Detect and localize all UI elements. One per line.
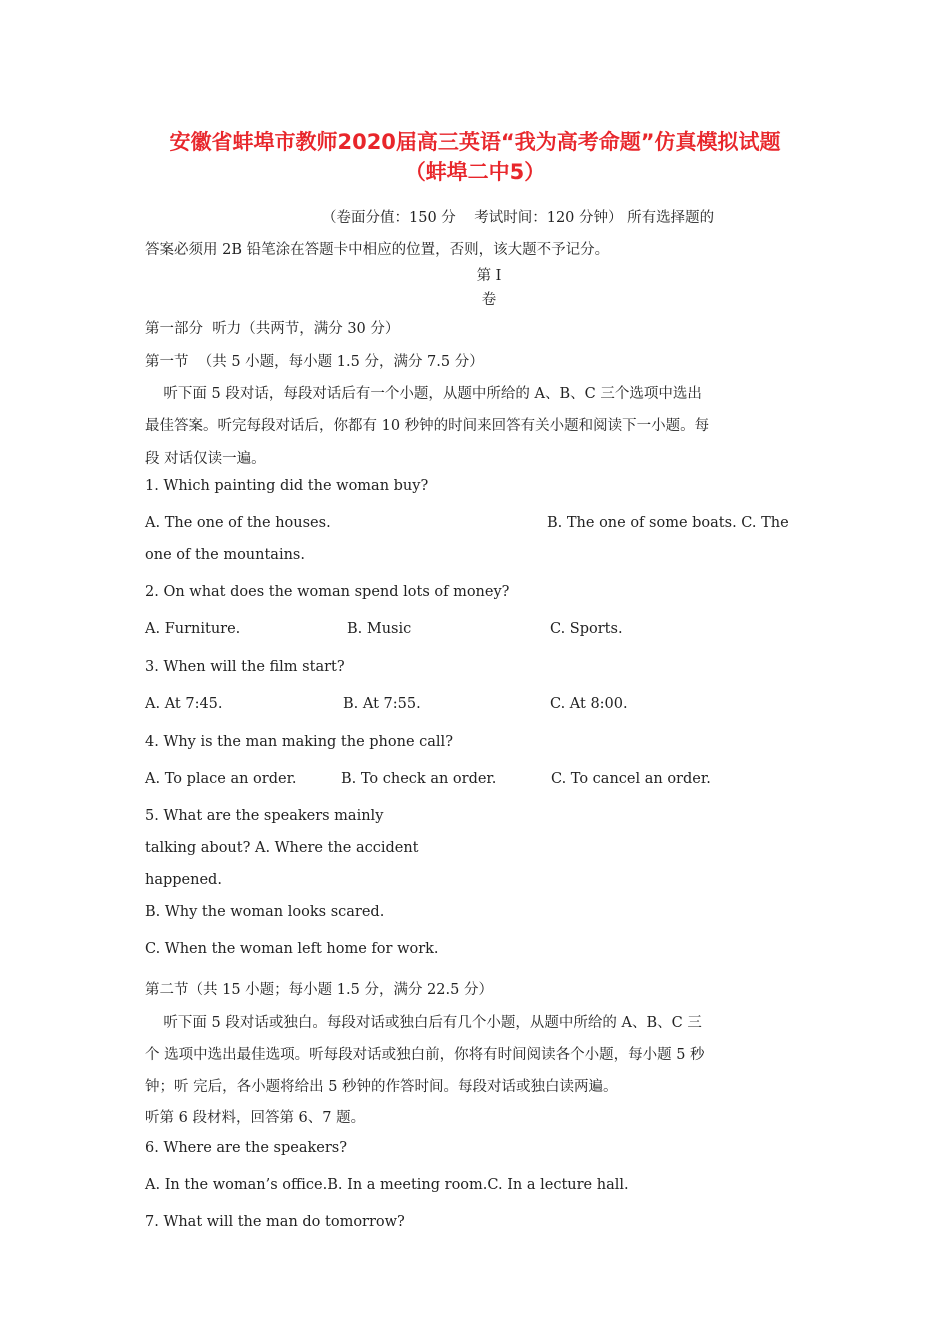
question-2-option-b: B. Music [347, 621, 412, 637]
question-7: 7. What will the man do tomorrow? [145, 1214, 405, 1230]
question-2-option-c: C. Sports. [550, 621, 623, 637]
material-6-heading: 听第 6 段材料，回答第 6、7 题。 [145, 1110, 366, 1126]
section1-instructions-line1: 听下面 5 段对话，每段对话后有一个小题，从题中所给的 A、B、C 三个选项中选出 [145, 386, 702, 402]
question-4-option-b: B. To check an order. [341, 771, 497, 787]
section1-instructions-line3: 段 对话仅读一遍。 [145, 451, 266, 467]
question-4: 4. Why is the man making the phone call? [145, 734, 453, 750]
volume-label-line1: 第 I [476, 268, 502, 284]
section1-instructions-line2: 最佳答案。听完每段对话后，你都有 10 秒钟的时间来回答有关小题和阅读下一小题。每 [145, 418, 710, 434]
part1-heading: 第一部分 听力（共两节，满分 30 分） [145, 321, 400, 337]
question-5-option-b: B. Why the woman looks scared. [145, 904, 385, 920]
section1-heading: 第一节 （共 5 小题，每小题 1.5 分，满分 7.5 分） [145, 354, 484, 370]
question-5-line3: happened. [145, 872, 222, 888]
question-4-option-a: A. To place an order. [145, 771, 297, 787]
question-1-option-c-cont: one of the mountains. [145, 547, 305, 563]
intro-line2: 答案必须用 2B 铅笔涂在答题卡中相应的位置，否则，该大题不予记分。 [145, 242, 610, 258]
exam-title-line1: 安徽省蚌埠市教师2020届高三英语“我为高考命题”仿真模拟试题 [169, 130, 781, 154]
question-1: 1. Which painting did the woman buy? [145, 478, 429, 494]
volume-label-line2: 卷 [481, 292, 497, 308]
question-2: 2. On what does the woman spend lots of money? [145, 584, 510, 600]
section2-instructions-line2: 个 选项中选出最佳选项。听每段对话或独白前，你将有时间阅读各个小题，每小题 5 秒 [145, 1047, 705, 1063]
question-3: 3. When will the film start? [145, 659, 345, 675]
question-1-option-bc: B. The one of some boats. C. The [547, 515, 789, 531]
question-6: 6. Where are the speakers? [145, 1140, 347, 1156]
section2-instructions-line3: 钟；听 完后，各小题将给出 5 秒钟的作答时间。每段对话或独白读两遍。 [145, 1079, 618, 1095]
section2-instructions-line1: 听下面 5 段对话或独白。每段对话或独白后有几个小题，从题中所给的 A、B、C 三 [145, 1015, 702, 1031]
question-3-option-c: C. At 8:00. [550, 696, 628, 712]
section2-heading: 第二节（共 15 小题；每小题 1.5 分，满分 22.5 分） [145, 982, 493, 998]
question-5-line2: talking about? A. Where the accident [145, 840, 419, 856]
question-5-option-c: C. When the woman left home for work. [145, 941, 439, 957]
question-6-options: A. In the woman’s office.B. In a meeting room.C. In a lecture hall. [145, 1177, 629, 1193]
question-5-line1: 5. What are the speakers mainly [145, 808, 384, 824]
question-2-option-a: A. Furniture. [145, 621, 241, 637]
question-3-option-a: A. At 7:45. [145, 696, 223, 712]
intro-line1: （卷面分值：150 分 考试时间：120 分钟） 所有选择题的 [322, 210, 715, 226]
question-3-option-b: B. At 7:55. [343, 696, 421, 712]
question-1-option-a: A. The one of the houses. [145, 515, 331, 531]
exam-title-line2: （蚌埠二中5） [404, 160, 546, 184]
question-4-option-c: C. To cancel an order. [551, 771, 711, 787]
